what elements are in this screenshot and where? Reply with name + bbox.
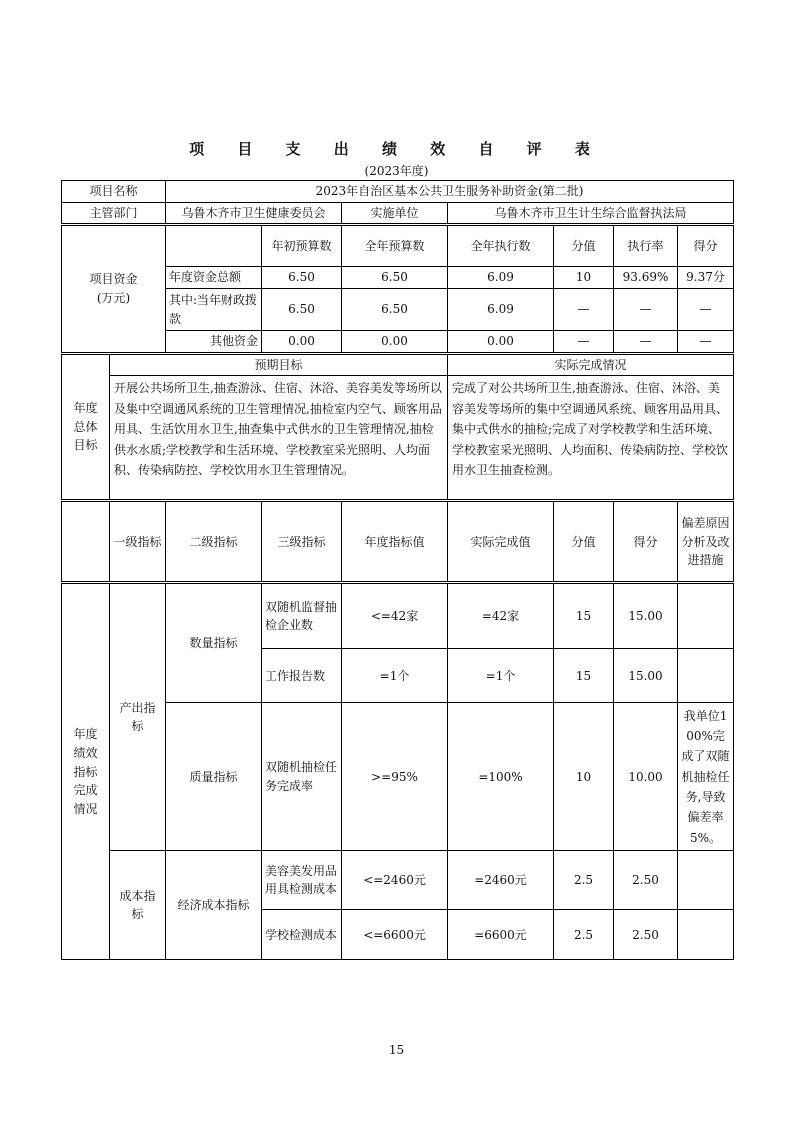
funds-row-name: 其他资金	[166, 331, 262, 354]
funds-cell: 6.09	[448, 267, 554, 289]
funds-col-annual: 全年预算数	[342, 225, 448, 267]
funds-cell: 6.09	[448, 289, 554, 331]
level1-output: 产出指标	[110, 583, 166, 851]
impl-value: 乌鲁木齐市卫生计生综合监督执法局	[448, 202, 734, 225]
funds-col-score: 得分	[678, 225, 734, 267]
level2-economic-cost: 经济成本指标	[166, 851, 262, 960]
project-name-value: 2023年自治区基本公共卫生服务补助资金(第二批)	[166, 181, 734, 203]
indicator-col-target: 年度指标值	[342, 501, 448, 583]
page-number: 15	[388, 1043, 405, 1057]
actual-cell: =2460元	[448, 851, 554, 910]
indicator-col-level3: 三级指标	[262, 501, 342, 583]
funds-cell: —	[554, 289, 614, 331]
score-value-cell: 15	[554, 649, 614, 703]
score-cell: 15.00	[614, 583, 678, 649]
funds-cell: 6.50	[262, 267, 342, 289]
funds-cell: 93.69%	[614, 267, 678, 289]
level3-cell: 工作报告数	[262, 649, 342, 703]
score-cell: 2.50	[614, 851, 678, 910]
funds-cell: 0.00	[262, 331, 342, 354]
score-cell: 2.50	[614, 910, 678, 960]
note-cell: 我单位100%完成了双随机抽检任务,导致偏差率5%。	[678, 703, 734, 851]
target-cell: =1个	[342, 649, 448, 703]
score-value-cell: 15	[554, 583, 614, 649]
target-cell: <=42家	[342, 583, 448, 649]
indicator-col-level2: 二级指标	[166, 501, 262, 583]
indicator-corner	[62, 501, 110, 583]
funds-row-name: 年度资金总额	[166, 267, 262, 289]
target-cell: >=95%	[342, 703, 448, 851]
note-cell	[678, 649, 734, 703]
score-cell: 15.00	[614, 649, 678, 703]
funds-col-rate: 执行率	[614, 225, 678, 267]
actual-cell: =6600元	[448, 910, 554, 960]
actual-header: 实际完成情况	[448, 353, 734, 376]
target-cell: <=2460元	[342, 851, 448, 910]
actual-result-text: 完成了对公共场所卫生,抽查游泳、住宿、沐浴、美容美发等场所的集中空调通风系统、顾客用品用具、集中式供水的抽检;完成了对学校教学和生活环境、学校教室采光照明、人均面积、传染病防控、学校饮用水卫生抽查检测。	[448, 376, 734, 501]
funds-row-name: 其中:当年财政拨款	[166, 289, 262, 331]
indicator-col-score: 得分	[614, 501, 678, 583]
score-value-cell: 2.5	[554, 851, 614, 910]
level1-cost: 成本指标	[110, 851, 166, 960]
score-value-cell: 2.5	[554, 910, 614, 960]
dept-label: 主管部门	[62, 202, 166, 225]
year-note: (2023年度)	[364, 164, 429, 178]
funds-cell: —	[614, 289, 678, 331]
funds-cell: —	[678, 289, 734, 331]
expected-goal-text: 开展公共场所卫生,抽查游泳、住宿、沐浴、美容美发等场所以及集中空调通风系统的卫生管理情况,抽检室内空气、顾客用品用具、生活饮用水卫生,抽查集中式供水的卫生管理情况,抽检供水水质;学校教学和生活环境、学校教室采光照明、人均面积、传染病防控、学校饮用水卫生管理情况。	[110, 376, 448, 501]
level3-cell: 双随机抽检任务完成率	[262, 703, 342, 851]
level3-cell: 学校检测成本	[262, 910, 342, 960]
dept-value: 乌鲁木齐市卫生健康委员会	[166, 202, 342, 225]
funds-cell: 10	[554, 267, 614, 289]
funds-col-initial: 年初预算数	[262, 225, 342, 267]
indicator-section-label: 年度绩效指标完成情况	[62, 583, 110, 960]
note-cell	[678, 910, 734, 960]
funds-label-text: 项目资金 (万元)	[89, 272, 138, 305]
page-title: 项 目 支 出 绩 效 自 评 表	[189, 140, 604, 158]
project-name-label: 项目名称	[62, 181, 166, 203]
funds-cell: 6.50	[342, 289, 448, 331]
funds-col-executed: 全年执行数	[448, 225, 554, 267]
target-cell: <=6600元	[342, 910, 448, 960]
indicator-col-level1: 一级指标	[110, 501, 166, 583]
level2-quantity: 数量指标	[166, 583, 262, 703]
funds-corner	[166, 225, 262, 267]
impl-label: 实施单位	[342, 202, 448, 225]
indicator-col-actual: 实际完成值	[448, 501, 554, 583]
level3-cell: 美容美发用品用具检测成本	[262, 851, 342, 910]
funds-cell: 9.37分	[678, 267, 734, 289]
expected-header: 预期目标	[110, 353, 448, 376]
overall-goal-label: 年度总体目标	[62, 353, 110, 501]
funds-cell: —	[554, 331, 614, 354]
level2-quality: 质量指标	[166, 703, 262, 851]
funds-cell: —	[678, 331, 734, 354]
funds-cell: 0.00	[342, 331, 448, 354]
actual-cell: =100%	[448, 703, 554, 851]
actual-cell: =1个	[448, 649, 554, 703]
score-value-cell: 10	[554, 703, 614, 851]
performance-table	[61, 180, 734, 960]
funds-cell: —	[614, 331, 678, 354]
actual-cell: =42家	[448, 583, 554, 649]
funds-cell: 6.50	[262, 289, 342, 331]
note-cell	[678, 851, 734, 910]
funds-cell: 0.00	[448, 331, 554, 354]
indicator-col-score-value: 分值	[554, 501, 614, 583]
funds-cell: 6.50	[342, 267, 448, 289]
indicator-col-note: 偏差原因分析及改进措施	[678, 501, 734, 583]
note-cell	[678, 583, 734, 649]
funds-col-score-value: 分值	[554, 225, 614, 267]
level3-cell: 双随机监督抽检企业数	[262, 583, 342, 649]
score-cell: 10.00	[614, 703, 678, 851]
funds-label	[62, 225, 166, 354]
